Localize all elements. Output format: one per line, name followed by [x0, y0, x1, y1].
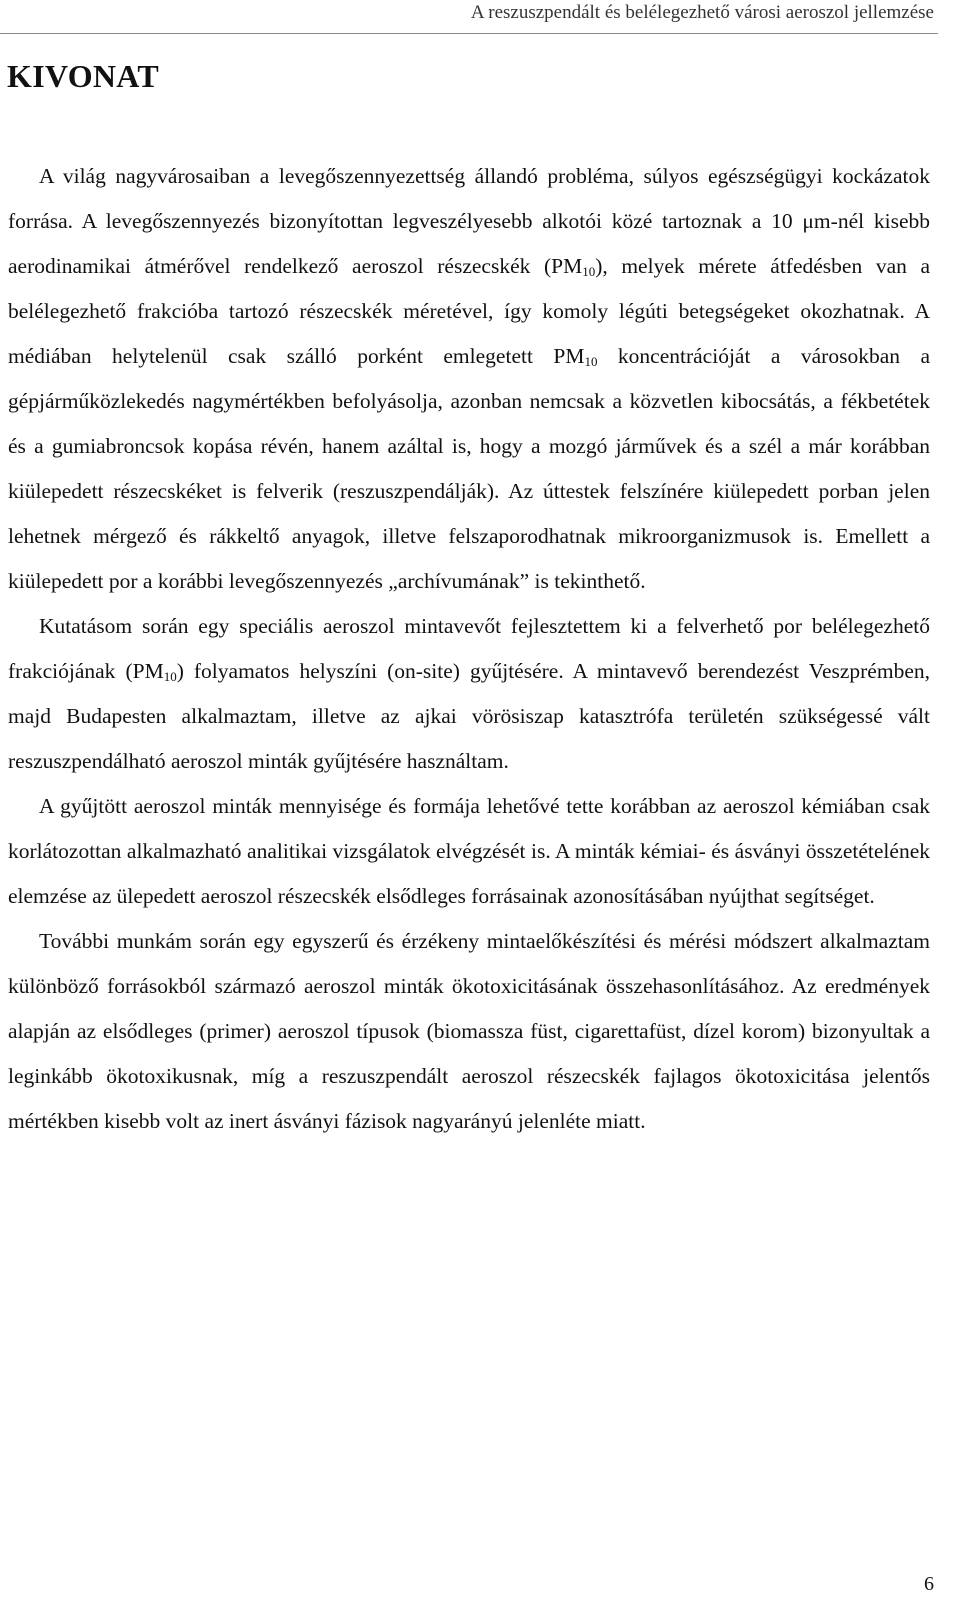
- pm-subscript: 10: [163, 669, 177, 684]
- page-number: 6: [924, 1573, 934, 1595]
- pm-subscript: 10: [582, 264, 596, 279]
- header-divider: [0, 33, 938, 34]
- paragraph-3: A gyűjtött aeroszol minták mennyisége és formája lehetővé tette korábban az aeroszol kémiában csak korlátozottan alkalmazható analitikai vizsgálatok elvégzését is. A minták kémiai- és ásványi összetételének elemzése az ülepedett aeroszol részecskék elsődleges forrásainak azonosításában nyújthat segítséget.: [8, 794, 930, 908]
- paragraph-4: További munkám során egy egyszerű és érzékeny mintaelőkészítési és mérési módszert alkalmaztam különböző forrásokból származó aeroszol minták ökotoxicitásának összehasonlításához. Az eredmények alapján az elsődleges (primer) aeroszol típusok (biomassza füst, cigarettafüst, dízel korom) bizonyultak a leginkább ökotoxikusnak, míg a reszuszpendált aeroszol részecskék fajlagos ökotoxicitása jelentős mértékben kisebb volt az inert ásványi fázisok nagyarányú jelenléte miatt.: [8, 929, 930, 1133]
- abstract-body: [8, 154, 930, 1144]
- paragraph-2-text-b: ) folyamatos helyszíni (on-site) gyűjtésére. A mintavevő berendezést Veszprémben, majd Budapesten alkalmaztam, illetve az ajkai vörösiszap katasztrófa területén szükségessé vált reszuszpendálható aeroszol minták gyűjtésére használtam.: [8, 659, 930, 773]
- paragraph-2: [8, 604, 930, 784]
- paragraph-1-text-a: A világ nagyvárosaiban a levegőszennyezettség állandó probléma, súlyos egészségügyi kockázatok forrása. A levegőszennyezés bizonyítottan legveszélyesebb alkotói közé tartoznak a 10 μm-nél kisebb aerodinamikai átmérővel rendelkező aeroszol részecskék (PM: [8, 164, 930, 278]
- pm-subscript: 10: [584, 354, 598, 369]
- paragraph-1-text-b: ), melyek mérete átfedésben van a belélegezhető frakcióba tartozó részecskék méretével, így komoly légúti betegségeket okozhatnak. A médiában helytelenül csak szálló porként emlegetett PM: [8, 254, 930, 368]
- paragraph-2-text-a: Kutatásom során egy speciális aeroszol mintavevőt fejlesztettem ki a felverhető por belélegezhető frakciójának (PM: [8, 614, 930, 683]
- running-header-title: A reszuszpendált és belélegezhető városi aeroszol jellemzése: [470, 2, 934, 23]
- paragraph-1: [8, 154, 930, 604]
- section-title: KIVONAT: [7, 58, 159, 94]
- paragraph-1-text-c: koncentrációját a városokban a gépjárműközlekedés nagymértékben befolyásolja, azonban nemcsak a közvetlen kibocsátás, a fékbetétek és a gumiabroncsok kopása révén, hanem azáltal is, hogy a mozgó járművek és a szél a már korábban kiülepedett részecskéket is felverik (reszuszpendálják). Az úttestek felszínére kiülepedett porban jelen lehetnek mérgező és rákkeltő anyagok, illetve felszaporodhatnak mikroorganizmusok is. Emellett a kiülepedett por a korábbi levegőszennyezés „archívumának” is tekinthető.: [8, 344, 930, 593]
